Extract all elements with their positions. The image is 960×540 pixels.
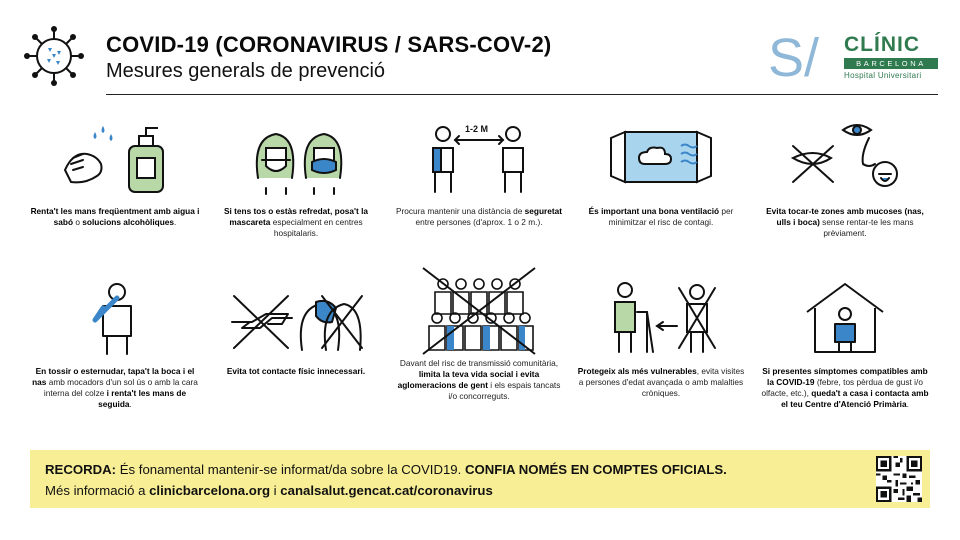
measure-caption (211, 366, 381, 377)
caption-text: Davant del risc de transmissió comunitària, (399, 358, 559, 368)
page-title: COVID-19 (CORONAVIRUS / SARS-COV-2) (106, 32, 552, 57)
header (22, 20, 938, 96)
measure-card (211, 278, 381, 377)
no-touch-face-icon (785, 118, 905, 196)
measure-card (30, 118, 200, 228)
clinic-city: BARCELONA (844, 58, 938, 69)
distance-label: 1-2 M (465, 124, 489, 134)
caption-text: (febre, tos pèrdua de gust i/o olfacte, etc.), (761, 377, 923, 398)
caption-text: entre persones (d'aprox. 1 o 2 m.). (415, 217, 543, 227)
caption-bold-text: Si tens tos o estàs refredat, posa't la mascareta (224, 206, 368, 227)
measure-caption (760, 206, 930, 239)
footer-info-line (45, 483, 493, 498)
cough-elbow-icon (55, 278, 175, 356)
caption-text: amb mocadors d'un sol ús o amb la cara interna del colze (43, 377, 198, 398)
s-logo (768, 28, 830, 86)
window-ventilation-icon (601, 118, 721, 196)
qr-code-icon[interactable] (876, 456, 922, 502)
caption-bold-text: queda't a casa i contacta amb el teu Centre d'Atenció Primària (781, 388, 929, 409)
caption-bold-text: solucions alcohòliques (82, 217, 175, 227)
measure-caption (211, 206, 381, 239)
caption-bold-text: En tossir o esternudar, tapa't la boca i el nas (32, 366, 195, 387)
social-distance-icon (419, 118, 539, 196)
caption-bold-text: Evita tot contacte físic innecessari. (226, 366, 366, 376)
canalsalut-link[interactable]: canalsalut.gencat.cat/coronavirus (280, 483, 493, 498)
measure-card (211, 118, 381, 239)
measure-card (576, 278, 746, 399)
clinic-name: CLÍNIC (844, 33, 920, 56)
page-subtitle: Mesures generals de prevenció (106, 60, 386, 82)
measure-caption (30, 366, 200, 410)
stay-home-icon (785, 278, 905, 356)
measure-caption (394, 206, 564, 228)
measure-caption (576, 366, 746, 399)
measure-card (576, 118, 746, 228)
measure-card (760, 278, 930, 410)
caption-bold-text: Evita tocar-te zones amb mucoses (nas, ulls i boca) (766, 206, 924, 227)
protect-vulnerable-icon (601, 278, 721, 356)
footer-banner (30, 450, 930, 508)
caption-text: especialment en centres hospitalaris. (270, 217, 363, 238)
hospital-logos (768, 28, 938, 88)
caption-text: . (129, 399, 132, 409)
caption-text: . (906, 399, 909, 409)
caption-bold-text: limita la teva vida social i evita aglomeracions de gent (397, 369, 540, 390)
caption-bold-text: És important una bona ventilació (588, 206, 720, 216)
measure-card (760, 118, 930, 239)
remember-text: És fonamental mantenir-se informat/da sobre la COVID19. (116, 462, 465, 477)
remember-label: RECORDA: (45, 462, 117, 477)
official-accounts-text: CONFIA NOMÉS EN COMPTES OFICIALS. (464, 462, 727, 477)
clinic-link[interactable]: clinicbarcelona.org (149, 483, 271, 498)
caption-bold-text: seguretat (524, 206, 563, 216)
caption-text: Procura mantenir una distància de (395, 206, 525, 216)
caption-text: o (73, 217, 83, 227)
caption-text: sense rentar-te les mans prèviament. (819, 217, 914, 238)
face-mask-icon (236, 118, 356, 196)
caption-text: per minimitzar el risc de contagi. (608, 206, 734, 227)
footer-remember-line (45, 462, 727, 477)
measure-caption (760, 366, 930, 410)
measure-card (394, 264, 564, 402)
caption-text: i els espais tancats i/o concorreguts. (448, 380, 561, 401)
measure-card (30, 278, 200, 410)
measure-caption (30, 206, 200, 228)
hand-washing-icon (55, 118, 175, 196)
link-separator: i (270, 483, 281, 498)
no-handshake-icon (226, 278, 366, 356)
clinic-subtitle: Hospital Universitari (844, 71, 922, 80)
caption-bold-text: Protegeix als més vulnerables (577, 366, 697, 376)
more-info-text: Més informació a (45, 483, 150, 498)
header-divider (106, 94, 938, 95)
no-crowds-icon (419, 264, 539, 356)
s-logo-text: S/ (768, 28, 820, 86)
measure-caption (576, 206, 746, 228)
measure-caption (394, 358, 564, 402)
coronavirus-icon (22, 24, 86, 88)
caption-bold-text: Renta't les mans freqüentment amb aigua i sabó (30, 206, 200, 227)
caption-bold-text: i renta't les mans de seguida (98, 388, 187, 409)
clinic-logo (844, 34, 938, 80)
caption-bold-text: Si presentes símptomes compatibles amb la COVID-19 (762, 366, 928, 387)
caption-text: , evita visites a persones d'edat avançada o amb malalties cròniques. (578, 366, 745, 398)
measure-card (394, 118, 564, 228)
caption-text: . (174, 217, 177, 227)
